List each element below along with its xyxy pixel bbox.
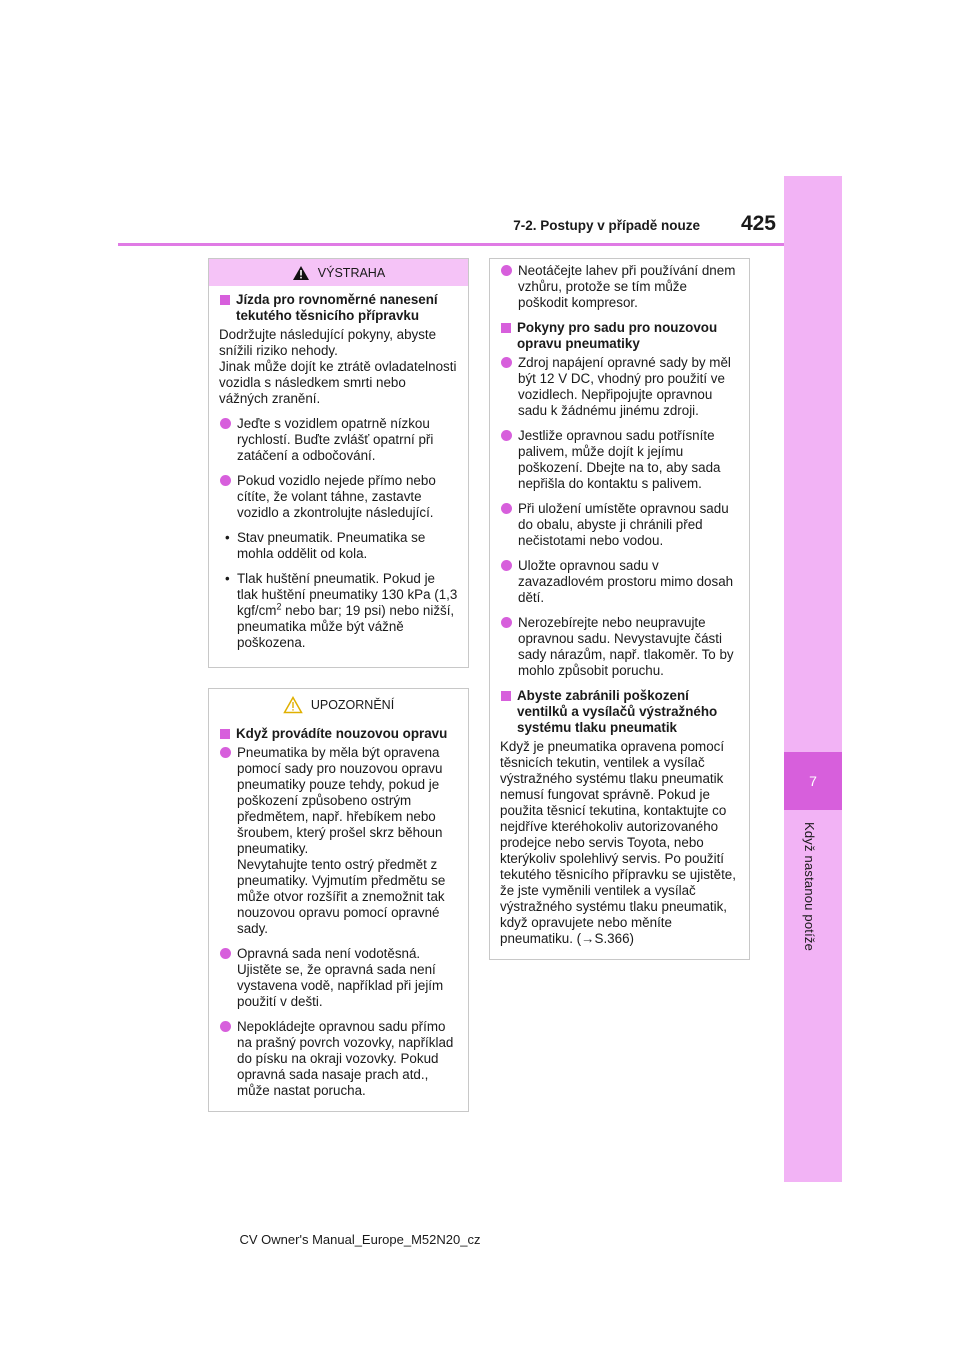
square-bullet-icon (220, 729, 230, 739)
square-bullet-icon (220, 295, 230, 305)
bullet-dot-icon (220, 475, 231, 486)
list-item: Pokud vozidlo nejede přímo nebo cítíte, že volant táhne, zastavte vozidlo a zkontrolujte následující. (219, 473, 458, 521)
bullet-dot-icon (220, 1021, 231, 1032)
list-item: Neotáčejte lahev při používání dnem vzhůru, protože se tím může poškodit kompresor. (500, 263, 739, 311)
valve-paragraph: Když je pneumatika opravena pomocí těsnicích tekutin, ventilek a vysílač výstražného systému tlaku pneumatik nemusí fungovat správně. Pokud je použita těsnicí tekutina, kontaktujte co nejdříve kteréhokoliv autorizovaného prodejce nebo servis Toyota, nebo kterýkoliv spolehlivý servis. Po použití tekutého těsnicího přípravku se ujistěte, že jste vyměnili ventilek a vysílač výstražného systému tlaku pneumatik, když opravujete nebo měníte pneumatiku. (→S.366) (500, 739, 736, 946)
bullet-dot-icon (501, 503, 512, 514)
valve-heading: Abyste zabránili poškození ventilků a vysílačů výstražného systému tlaku pneumatik (500, 688, 739, 736)
list-item: Pneumatika by měla být opravena pomocí sady pro nouzovou opravu pneumatiky pouze tehdy, pokud je poškození způsobeno ostrým předmětem, např. hřebíkem nebo šroubem, který prošel skrz běhoun pneumatiky. Nevytahujte tento ostrý předmět z pneumatiky. Vyjmutím předmětu se může otvor rozšířit a znemožnit tak nouzovou opravu pomocí opravné sady. (219, 745, 458, 937)
bullet-dot-icon (501, 430, 512, 441)
page-number: 425 (740, 212, 776, 235)
repair-kit-heading: Pokyny pro sadu pro nouzovou opravu pneumatiky (500, 320, 739, 352)
continued-warning-box (489, 258, 750, 960)
list-item: Opravná sada není vodotěsná. Ujistěte se, že opravná sada není vystavena vodě, například při jejím použití v dešti. (219, 946, 458, 1010)
bullet-dot-icon (501, 560, 512, 571)
bullet-dot-icon (220, 747, 231, 758)
section-title: 7-2. Postupy v případě nouze (513, 218, 700, 233)
list-item: Nepokládejte opravnou sadu přímo na prašný povrch vozovky, například do písku na okraji vozovky. Pokud opravná sada nasaje prach atd., může nastat porucha. (219, 1019, 458, 1099)
square-bullet-icon (501, 691, 511, 701)
bullet-dot-icon (501, 357, 512, 368)
list-item: Uložte opravnou sadu v zavazadlovém prostoru mimo dosah dětí. (500, 558, 739, 606)
page-reference-link[interactable]: →S.366 (581, 931, 630, 946)
list-item: Nerozebírejte nebo neupravujte opravnou sadu. Nevystavujte části sady nárazům, např. tlakoměr. To by mohlo způsobit poruchu. (500, 615, 739, 679)
bullet-dot-icon (501, 265, 512, 276)
caution-heading: Když provádíte nouzovou opravu (219, 726, 458, 742)
warning-label: VÝSTRAHA (317, 265, 386, 280)
warning-triangle-icon (292, 265, 310, 281)
chapter-title: Když nastanou potíže (802, 822, 817, 952)
header-rule (118, 243, 784, 246)
caution-triangle-icon (283, 696, 303, 714)
footer-document-id: CV Owner's Manual_Europe_M52N20_cz (239, 1232, 481, 1247)
caution-box (208, 688, 469, 1112)
bullet-dot-icon (220, 948, 231, 959)
sub-list-item: • Tlak huštění pneumatik. Pokud je tlak huštění pneumatiky 130 kPa (1,3 kgf/$cm^2$ nebo bar; 19 psi) nebo nižší, pneumatika může být vážně poškozena. (225, 571, 458, 650)
caution-header (209, 689, 468, 720)
chapter-sidebar (784, 176, 842, 1182)
list-item: Při uložení umístěte opravnou sadu do obalu, abyste ji chránili před nečistotami nebo vodou. (500, 501, 739, 549)
caution-label: UPOZORNĚNÍ (310, 697, 395, 712)
bullet-dot-icon (220, 418, 231, 429)
warning-box (208, 258, 469, 668)
sub-list-item: • Stav pneumatik. Pneumatika se mohla oddělit od kola. (225, 530, 426, 561)
list-item: Jestliže opravnou sadu potřísníte palivem, může dojít k jejímu poškození. Dbejte na to, aby sada nepřišla do kontaktu s palivem. (500, 428, 739, 492)
chapter-number-tab[interactable]: 7 (784, 752, 842, 810)
warning-header (209, 259, 468, 286)
list-item: Jeďte s vozidlem opatrně nízkou rychlostí. Buďte zvlášť opatrní při zatáčení a odbočování. (219, 416, 458, 464)
warning-heading: Jízda pro rovnoměrné nanesení tekutého těsnicího přípravku (219, 292, 458, 324)
bullet-dot-icon (501, 617, 512, 628)
warning-intro: Dodržujte následující pokyny, abyste snížili riziko nehody. Jinak může dojít ke ztrátě ovladatelnosti vozidla s následkem smrti nebo vážných zranění. (219, 327, 457, 406)
square-bullet-icon (501, 323, 511, 333)
list-item: Zdroj napájení opravné sady by měl být 12 V DC, vhodný pro použití ve vozidlech. Nepřipojujte opravnou sadu k žádnému jinému zdroji. (500, 355, 739, 419)
